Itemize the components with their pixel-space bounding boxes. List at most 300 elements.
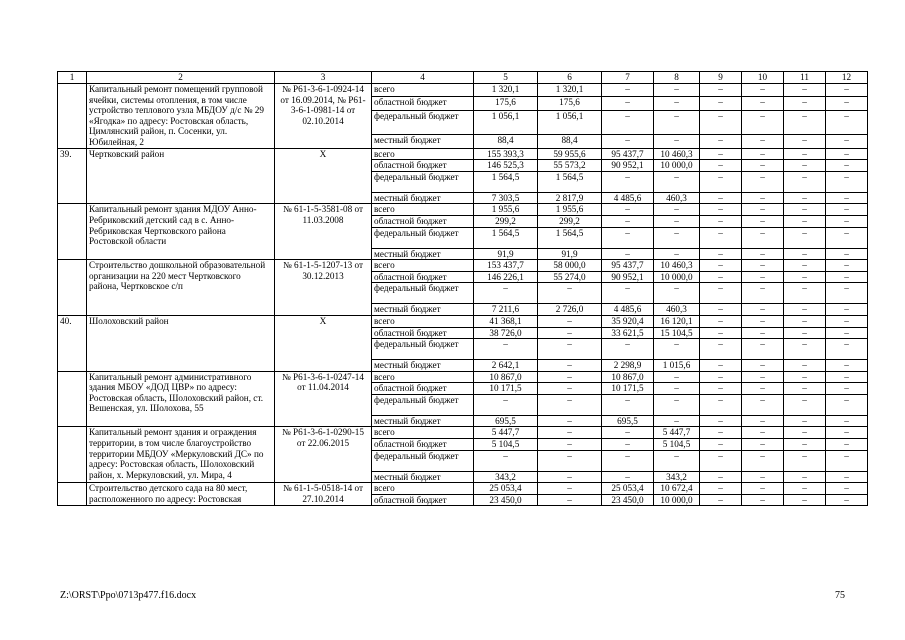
document-ref: № 61-1-5-0518-14 от 27.10.2014 — [275, 483, 372, 506]
value-cell: – — [742, 394, 784, 415]
value-cell: – — [538, 360, 602, 372]
table-row — [58, 260, 868, 272]
budget-source-label: всего — [372, 148, 474, 160]
budget-source-label: местный бюджет — [372, 360, 474, 372]
value-cell: – — [742, 248, 784, 260]
header-cell: 10 — [742, 72, 784, 84]
value-cell: – — [784, 327, 826, 339]
value-cell: – — [784, 204, 826, 216]
value-cell: – — [826, 204, 868, 216]
value-cell: – — [700, 110, 742, 134]
value-cell: – — [742, 135, 784, 148]
budget-source-label: областной бюджет — [372, 97, 474, 110]
value-cell: – — [474, 394, 538, 415]
value-cell: – — [654, 371, 700, 383]
budget-source-label: федеральный бюджет — [372, 110, 474, 134]
value-cell: – — [742, 171, 784, 192]
object-name: Чертковский район — [87, 148, 275, 204]
value-cell: – — [742, 360, 784, 372]
object-name: Шолоховский район — [87, 315, 275, 371]
value-cell: 343,2 — [654, 471, 700, 483]
value-cell: – — [826, 283, 868, 304]
value-cell: – — [742, 204, 784, 216]
value-cell: – — [538, 383, 602, 395]
budget-source-label: всего — [372, 315, 474, 327]
value-cell: – — [654, 383, 700, 395]
value-cell: – — [826, 450, 868, 471]
header-cell: 11 — [784, 72, 826, 84]
value-cell: 10 171,5 — [474, 383, 538, 395]
value-cell: – — [826, 494, 868, 506]
header-cell: 2 — [87, 72, 275, 84]
value-cell: 10 460,3 — [654, 260, 700, 272]
budget-source-label: федеральный бюджет — [372, 394, 474, 415]
value-cell: – — [784, 494, 826, 506]
value-cell: 299,2 — [538, 215, 602, 227]
document-ref: № Р61-3-6-1-0290-15 от 22.06.2015 — [275, 427, 372, 483]
value-cell: – — [742, 427, 784, 439]
value-cell: – — [784, 192, 826, 204]
value-cell: – — [700, 427, 742, 439]
header-cell: 6 — [538, 72, 602, 84]
budget-source-label: федеральный бюджет — [372, 283, 474, 304]
value-cell: – — [742, 215, 784, 227]
value-cell: 5 104,5 — [654, 439, 700, 451]
value-cell: – — [538, 471, 602, 483]
value-cell: – — [654, 339, 700, 360]
header-cell: 9 — [700, 72, 742, 84]
value-cell: – — [742, 84, 784, 97]
value-cell: – — [700, 471, 742, 483]
value-cell: – — [700, 160, 742, 172]
value-cell: 2 642,1 — [474, 360, 538, 372]
value-cell: 95 437,7 — [602, 148, 654, 160]
table-row — [58, 84, 868, 97]
value-cell: – — [654, 171, 700, 192]
value-cell: 155 393,3 — [474, 148, 538, 160]
budget-source-label: федеральный бюджет — [372, 450, 474, 471]
value-cell: – — [700, 327, 742, 339]
budget-source-label: федеральный бюджет — [372, 339, 474, 360]
value-cell: – — [538, 450, 602, 471]
value-cell: 5 447,7 — [474, 427, 538, 439]
value-cell: – — [784, 415, 826, 427]
value-cell: – — [654, 248, 700, 260]
value-cell: – — [826, 271, 868, 283]
header-row — [58, 72, 868, 84]
budget-source-label: областной бюджет — [372, 494, 474, 506]
value-cell: – — [826, 383, 868, 395]
value-cell: – — [742, 483, 784, 495]
value-cell: 4 485,6 — [602, 304, 654, 316]
value-cell: – — [700, 260, 742, 272]
value-cell: – — [700, 494, 742, 506]
value-cell: – — [700, 371, 742, 383]
value-cell: 1 320,1 — [538, 84, 602, 97]
value-cell: 2 726,0 — [538, 304, 602, 316]
value-cell: 1 564,5 — [474, 171, 538, 192]
budget-source-label: всего — [372, 84, 474, 97]
value-cell: 10 867,0 — [602, 371, 654, 383]
document-ref: Х — [275, 315, 372, 371]
value-cell: 33 621,5 — [602, 327, 654, 339]
document-ref: № Р61-3-6-1-0924-14 от 16.09.2014, № Р61-3-6-1-0981-14 от 02.10.2014 — [275, 84, 372, 149]
value-cell: – — [784, 394, 826, 415]
value-cell: – — [784, 110, 826, 134]
table-row — [58, 371, 868, 383]
value-cell: 695,5 — [474, 415, 538, 427]
value-cell: – — [700, 304, 742, 316]
value-cell: 55 573,2 — [538, 160, 602, 172]
value-cell: – — [538, 415, 602, 427]
value-cell: – — [742, 260, 784, 272]
table-row — [58, 148, 868, 160]
value-cell: 175,6 — [474, 97, 538, 110]
object-name: Строительство дошкольной образовательной организации на 220 мест Чертковского района, Чертковское с/п — [87, 260, 275, 316]
value-cell: – — [700, 339, 742, 360]
value-cell: 90 952,1 — [602, 271, 654, 283]
value-cell: – — [538, 339, 602, 360]
budget-source-label: федеральный бюджет — [372, 227, 474, 248]
value-cell: 10 000,0 — [654, 271, 700, 283]
value-cell: 2 817,9 — [538, 192, 602, 204]
row-number — [58, 427, 87, 483]
value-cell: – — [784, 304, 826, 316]
value-cell: 1 056,1 — [538, 110, 602, 134]
value-cell: – — [700, 483, 742, 495]
value-cell: 23 450,0 — [474, 494, 538, 506]
value-cell: 10 171,5 — [602, 383, 654, 395]
value-cell: – — [784, 483, 826, 495]
value-cell: – — [742, 494, 784, 506]
value-cell: – — [654, 283, 700, 304]
budget-source-label: местный бюджет — [372, 304, 474, 316]
value-cell: – — [784, 360, 826, 372]
value-cell: – — [474, 339, 538, 360]
budget-source-label: местный бюджет — [372, 248, 474, 260]
value-cell: – — [826, 327, 868, 339]
value-cell: – — [784, 248, 826, 260]
value-cell: – — [784, 148, 826, 160]
budget-source-label: областной бюджет — [372, 439, 474, 451]
document-ref: № Р61-3-6-1-0247-14 от 11.04.2014 — [275, 371, 372, 427]
value-cell: – — [654, 394, 700, 415]
value-cell: – — [654, 110, 700, 134]
value-cell: 10 000,0 — [654, 494, 700, 506]
value-cell: 1 564,5 — [538, 227, 602, 248]
value-cell: – — [826, 415, 868, 427]
value-cell: – — [602, 110, 654, 134]
value-cell: – — [826, 471, 868, 483]
value-cell: – — [654, 84, 700, 97]
value-cell: 175,6 — [538, 97, 602, 110]
value-cell: – — [742, 148, 784, 160]
value-cell: – — [826, 315, 868, 327]
value-cell: 25 053,4 — [474, 483, 538, 495]
table-row — [58, 204, 868, 216]
value-cell: 35 920,4 — [602, 315, 654, 327]
value-cell: – — [602, 215, 654, 227]
value-cell: – — [784, 260, 826, 272]
value-cell: 2 298,9 — [602, 360, 654, 372]
value-cell: 5 447,7 — [654, 427, 700, 439]
value-cell: – — [826, 148, 868, 160]
value-cell: 10 000,0 — [654, 160, 700, 172]
value-cell: 4 485,6 — [602, 192, 654, 204]
table-row — [58, 427, 868, 439]
value-cell: 10 867,0 — [474, 371, 538, 383]
value-cell: – — [826, 227, 868, 248]
document-ref: Х — [275, 148, 372, 204]
value-cell: – — [654, 135, 700, 148]
object-name: Капитальный ремонт административного здания МБОУ «ДОД ЦВР» по адресу: Ростовская область, Шолоховский район, ст. Вешенская, ул. Шолохова, 55 — [87, 371, 275, 427]
value-cell: – — [538, 315, 602, 327]
document-ref: № 61-1-5-1207-13 от 30.12.2013 — [275, 260, 372, 316]
value-cell: – — [602, 471, 654, 483]
value-cell: – — [538, 427, 602, 439]
value-cell: – — [700, 97, 742, 110]
value-cell: – — [826, 160, 868, 172]
budget-source-label: всего — [372, 483, 474, 495]
value-cell: – — [826, 135, 868, 148]
value-cell: 41 368,1 — [474, 315, 538, 327]
value-cell: – — [742, 383, 784, 395]
value-cell: – — [700, 227, 742, 248]
value-cell: 1 015,6 — [654, 360, 700, 372]
value-cell: – — [700, 450, 742, 471]
value-cell: – — [654, 227, 700, 248]
budget-source-label: областной бюджет — [372, 327, 474, 339]
document-ref: № 61-1-5-3581-08 от 11.03.2008 — [275, 204, 372, 260]
value-cell: 10 460,3 — [654, 148, 700, 160]
value-cell: – — [602, 248, 654, 260]
header-cell: 3 — [275, 72, 372, 84]
budget-source-label: всего — [372, 371, 474, 383]
value-cell: – — [654, 215, 700, 227]
value-cell: – — [700, 394, 742, 415]
value-cell: – — [538, 439, 602, 451]
value-cell: 16 120,1 — [654, 315, 700, 327]
object-name: Строительство детского сада на 80 мест, расположенного по адресу: Ростовская — [87, 483, 275, 506]
value-cell: – — [700, 192, 742, 204]
value-cell: – — [826, 304, 868, 316]
budget-source-label: всего — [372, 260, 474, 272]
value-cell: – — [700, 204, 742, 216]
value-cell: – — [784, 283, 826, 304]
value-cell: – — [826, 215, 868, 227]
value-cell: – — [602, 283, 654, 304]
value-cell: – — [602, 439, 654, 451]
value-cell: – — [742, 315, 784, 327]
value-cell: – — [538, 327, 602, 339]
value-cell: – — [826, 339, 868, 360]
value-cell: – — [538, 494, 602, 506]
value-cell: – — [784, 371, 826, 383]
value-cell: – — [826, 110, 868, 134]
value-cell: – — [784, 84, 826, 97]
value-cell: 59 955,6 — [538, 148, 602, 160]
value-cell: – — [742, 271, 784, 283]
header-cell: 5 — [474, 72, 538, 84]
budget-table — [57, 71, 868, 506]
value-cell: – — [654, 97, 700, 110]
value-cell: – — [784, 471, 826, 483]
value-cell: 146 525,3 — [474, 160, 538, 172]
value-cell: – — [742, 371, 784, 383]
value-cell: 146 226,1 — [474, 271, 538, 283]
value-cell: 88,4 — [538, 135, 602, 148]
value-cell: 7 303,5 — [474, 192, 538, 204]
value-cell: 7 211,6 — [474, 304, 538, 316]
budget-source-label: федеральный бюджет — [372, 171, 474, 192]
value-cell: – — [784, 171, 826, 192]
value-cell: – — [826, 371, 868, 383]
value-cell: 460,3 — [654, 192, 700, 204]
value-cell: – — [700, 171, 742, 192]
value-cell: – — [538, 394, 602, 415]
value-cell: – — [700, 215, 742, 227]
value-cell: – — [826, 483, 868, 495]
value-cell: 90 952,1 — [602, 160, 654, 172]
budget-source-label: местный бюджет — [372, 135, 474, 148]
value-cell: – — [784, 383, 826, 395]
value-cell: – — [742, 110, 784, 134]
value-cell: – — [784, 439, 826, 451]
value-cell: – — [826, 394, 868, 415]
footer-file-path: Z:\ORST\Ppo\0713p477.f16.docx — [60, 590, 197, 601]
value-cell: – — [742, 192, 784, 204]
value-cell: – — [826, 360, 868, 372]
header-cell: 7 — [602, 72, 654, 84]
value-cell: – — [826, 84, 868, 97]
value-cell: – — [538, 371, 602, 383]
value-cell: – — [700, 315, 742, 327]
value-cell: – — [602, 227, 654, 248]
value-cell: 1 564,5 — [538, 171, 602, 192]
value-cell: – — [784, 215, 826, 227]
budget-source-label: местный бюджет — [372, 192, 474, 204]
row-number — [58, 204, 87, 260]
value-cell: 91,9 — [538, 248, 602, 260]
value-cell: 153 437,7 — [474, 260, 538, 272]
value-cell: 1 056,1 — [474, 110, 538, 134]
value-cell: 299,2 — [474, 215, 538, 227]
value-cell: – — [742, 327, 784, 339]
value-cell: – — [654, 415, 700, 427]
header-cell: 12 — [826, 72, 868, 84]
header-cell: 1 — [58, 72, 87, 84]
value-cell: – — [700, 383, 742, 395]
value-cell: – — [784, 315, 826, 327]
value-cell: – — [700, 415, 742, 427]
value-cell: – — [538, 483, 602, 495]
value-cell: – — [700, 271, 742, 283]
value-cell: – — [602, 84, 654, 97]
value-cell: – — [602, 339, 654, 360]
value-cell: – — [826, 171, 868, 192]
value-cell: – — [474, 283, 538, 304]
value-cell: 91,9 — [474, 248, 538, 260]
object-name: Капитальный ремонт помещений групповой ячейки, системы отопления, в том числе устройство теплового узла МБДОУ д/с № 29 «Ягодка» по адресу: Ростовская область, Цимлянский район, п. Сосенки, ул. Юбилейная, 2 — [87, 84, 275, 149]
table-row — [58, 315, 868, 327]
value-cell: – — [784, 271, 826, 283]
row-number — [58, 483, 87, 506]
value-cell: – — [700, 148, 742, 160]
value-cell: – — [826, 260, 868, 272]
value-cell: – — [784, 427, 826, 439]
value-cell: 23 450,0 — [602, 494, 654, 506]
value-cell: 5 104,5 — [474, 439, 538, 451]
value-cell: – — [826, 248, 868, 260]
value-cell: 1 955,6 — [474, 204, 538, 216]
value-cell: – — [826, 439, 868, 451]
value-cell: – — [742, 415, 784, 427]
value-cell: – — [784, 227, 826, 248]
value-cell: 25 053,4 — [602, 483, 654, 495]
value-cell: – — [784, 450, 826, 471]
table-row — [58, 483, 868, 495]
budget-source-label: всего — [372, 204, 474, 216]
value-cell: 343,2 — [474, 471, 538, 483]
value-cell: – — [602, 97, 654, 110]
row-number: 40. — [58, 315, 87, 371]
row-number: 39. — [58, 148, 87, 204]
value-cell: – — [654, 204, 700, 216]
value-cell: – — [700, 360, 742, 372]
row-number — [58, 371, 87, 427]
value-cell: 695,5 — [602, 415, 654, 427]
value-cell: – — [700, 248, 742, 260]
value-cell: – — [742, 283, 784, 304]
value-cell: 1 564,5 — [474, 227, 538, 248]
value-cell: – — [602, 171, 654, 192]
value-cell: – — [742, 339, 784, 360]
value-cell: – — [602, 450, 654, 471]
value-cell: – — [602, 427, 654, 439]
value-cell: – — [474, 450, 538, 471]
value-cell: – — [742, 160, 784, 172]
value-cell: – — [700, 84, 742, 97]
value-cell: – — [538, 283, 602, 304]
row-number — [58, 84, 87, 149]
value-cell: 15 104,5 — [654, 327, 700, 339]
budget-source-label: областной бюджет — [372, 215, 474, 227]
budget-source-label: местный бюджет — [372, 415, 474, 427]
value-cell: – — [602, 135, 654, 148]
value-cell: 38 726,0 — [474, 327, 538, 339]
value-cell: – — [700, 439, 742, 451]
value-cell: 10 672,4 — [654, 483, 700, 495]
value-cell: – — [700, 135, 742, 148]
budget-source-label: областной бюджет — [372, 160, 474, 172]
value-cell: 58 000,0 — [538, 260, 602, 272]
budget-source-label: областной бюджет — [372, 383, 474, 395]
value-cell: – — [784, 160, 826, 172]
value-cell: 55 274,0 — [538, 271, 602, 283]
value-cell: – — [742, 227, 784, 248]
value-cell: – — [784, 97, 826, 110]
value-cell: – — [784, 135, 826, 148]
budget-source-label: всего — [372, 427, 474, 439]
header-cell: 4 — [372, 72, 474, 84]
value-cell: – — [700, 283, 742, 304]
object-name: Капитальный ремонт здания МДОУ Анно-Ребриковский детский сад в с. Анно-Ребриковская Чертковского района Ростовской области — [87, 204, 275, 260]
object-name: Капитальный ремонт здания и ограждения территории, в том числе благоустройство территории МБДОУ «Меркуловский ДС» по адресу: Ростовская область, Шолоховский район, х. Меркуловский, ул. Мира, 4 — [87, 427, 275, 483]
value-cell: – — [742, 450, 784, 471]
value-cell: – — [784, 339, 826, 360]
value-cell: – — [654, 450, 700, 471]
value-cell: 460,3 — [654, 304, 700, 316]
